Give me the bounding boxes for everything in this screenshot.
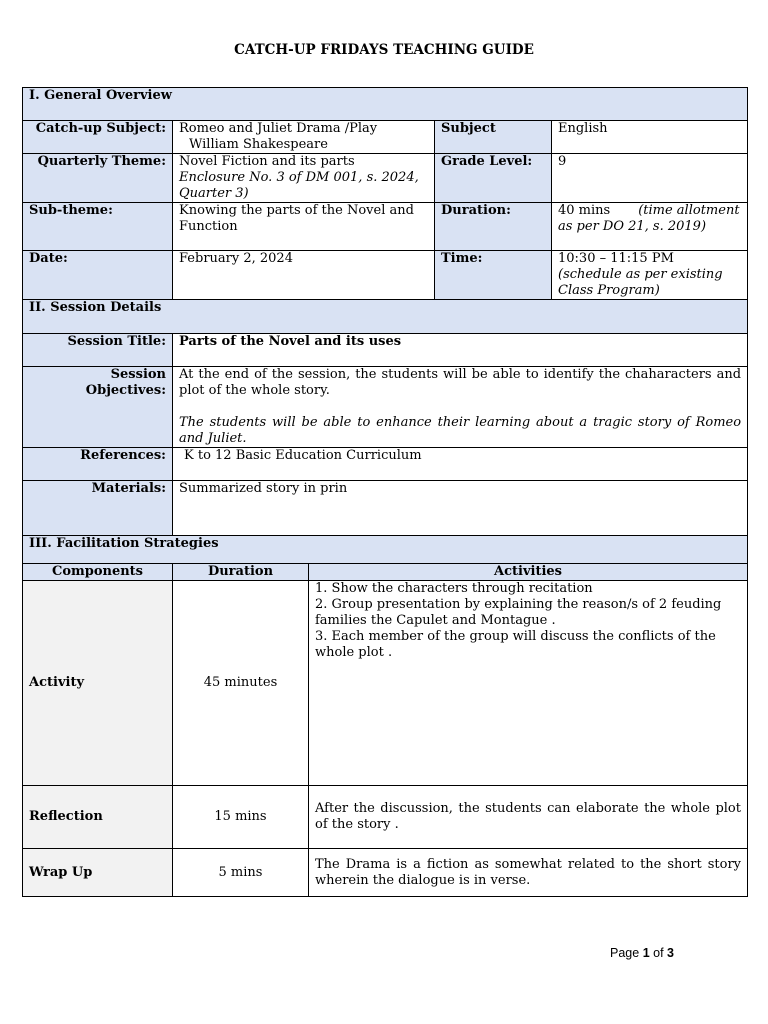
duration-header: Duration xyxy=(173,564,309,581)
document-title: CATCH-UP FRIDAYS TEACHING GUIDE xyxy=(234,42,534,58)
date-label: Date: xyxy=(23,251,173,300)
session-objectives-label: Session Objectives: xyxy=(23,367,173,448)
page-current: 1 xyxy=(642,946,650,960)
page-of: of xyxy=(653,946,664,960)
sub-theme-value: Knowing the parts of the Novel and Function xyxy=(173,203,435,251)
materials-value: Summarized story in prin xyxy=(173,481,748,536)
time-text: 10:30 – 11:15 PM xyxy=(558,251,674,266)
subject-label: Subject xyxy=(435,121,552,154)
time-note: (schedule as per existing Class Program) xyxy=(558,267,723,298)
time-label: Time: xyxy=(435,251,552,300)
duration-label: Duration: xyxy=(435,203,552,251)
session-objectives-value xyxy=(173,367,748,448)
overview-table xyxy=(22,87,748,568)
catchup-subject-label: Catch-up Subject: xyxy=(23,121,173,154)
page-total: 3 xyxy=(667,946,674,960)
component-activity: Activity xyxy=(23,581,173,786)
duration-wrap-up: 5 mins xyxy=(173,849,309,897)
session-objectives-note: The students will be able to enhance their learning about a tragic story of Romeo and Juliet. xyxy=(179,415,742,446)
catchup-subject-value xyxy=(173,121,435,154)
duration-reflection: 15 mins xyxy=(173,786,309,849)
section-session-details-heading: II. Session Details xyxy=(23,300,748,334)
catchup-subject-title: Romeo and Juliet Drama /Play xyxy=(179,121,378,136)
activities-wrap-up: The Drama is a fiction as somewhat related to the short story wherein the dialogue is in verse. xyxy=(309,849,748,897)
grade-level-label: Grade Level: xyxy=(435,154,552,203)
section-facilitation-heading: III. Facilitation Strategies xyxy=(23,536,748,568)
quarterly-theme-note: Enclosure No. 3 of DM 001, s. 2024, Quarter 3) xyxy=(179,170,419,201)
component-reflection: Reflection xyxy=(23,786,173,849)
quarterly-theme-value xyxy=(173,154,435,203)
component-wrap-up: Wrap Up xyxy=(23,849,173,897)
session-objectives-text: At the end of the session, the students will be able to identify the chaharacters and plot of the whole story. xyxy=(179,367,742,398)
references-label: References: xyxy=(23,448,173,481)
subject-value: English xyxy=(552,121,748,154)
section-general-overview-heading: I. General Overview xyxy=(23,88,748,121)
activity-step-2: 2. Group presentation by explaining the reason/s of 2 feuding families the Capulet and Montague . xyxy=(315,597,722,628)
activities-header: Activities xyxy=(309,564,748,581)
catchup-subject-author: William Shakespeare xyxy=(189,137,328,152)
activities-activity xyxy=(309,581,748,786)
page-number xyxy=(610,946,674,960)
duration-note: (time allotment as per DO 21, s. 2019) xyxy=(558,203,740,234)
duration-text: 40 mins xyxy=(558,203,611,218)
components-header: Components xyxy=(23,564,173,581)
session-title-label: Session Title: xyxy=(23,334,173,367)
time-value xyxy=(552,251,748,300)
session-title-value: Parts of the Novel and its uses xyxy=(173,334,748,367)
facilitation-table xyxy=(22,563,748,897)
materials-label: Materials: xyxy=(23,481,173,536)
date-value: February 2, 2024 xyxy=(173,251,435,300)
activity-step-1: 1. Show the characters through recitation xyxy=(315,581,593,596)
references-value: K to 12 Basic Education Curriculum xyxy=(173,448,748,481)
activity-step-3: 3. Each member of the group will discuss the conflicts of the whole plot . xyxy=(315,629,716,660)
activities-reflection: After the discussion, the students can elaborate the whole plot of the story . xyxy=(309,786,748,849)
duration-value xyxy=(552,203,748,251)
sub-theme-label: Sub-theme: xyxy=(23,203,173,251)
page-word: Page xyxy=(610,946,640,960)
quarterly-theme-text: Novel Fiction and its parts xyxy=(179,154,355,169)
duration-activity: 45 minutes xyxy=(173,581,309,786)
quarterly-theme-label: Quarterly Theme: xyxy=(23,154,173,203)
grade-level-value: 9 xyxy=(552,154,748,203)
